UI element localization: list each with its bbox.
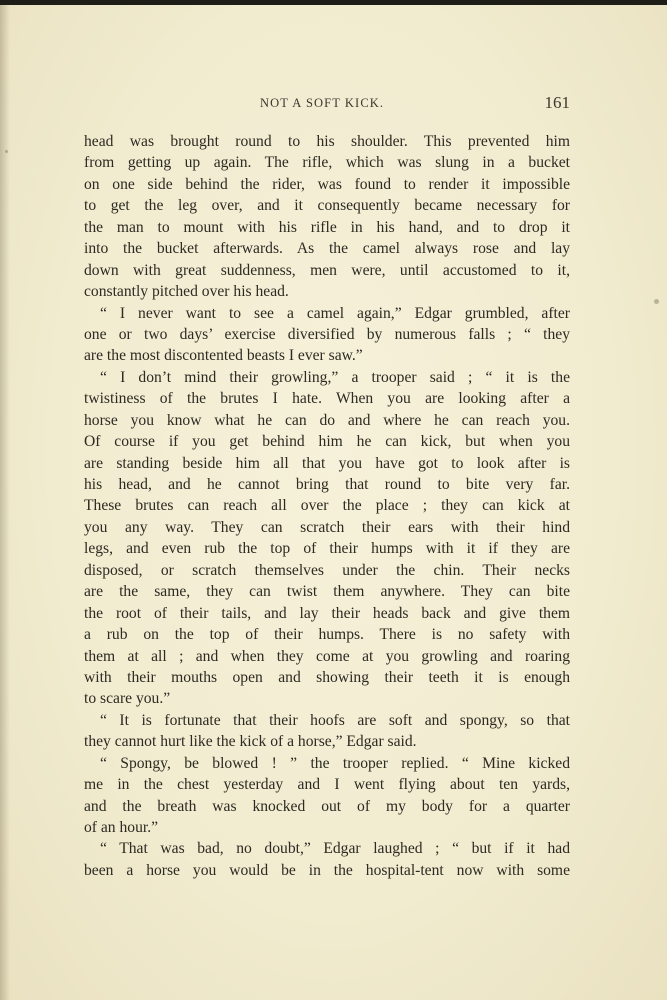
scan-top-edge — [0, 0, 667, 5]
text-line-3: on one side behind the rider, was found to render it impossible — [84, 175, 570, 193]
text-line-4: to get the leg over, and it consequently became necessary for — [84, 197, 570, 215]
text-line-23: the root of their tails, and lay their heads back and give them — [84, 604, 570, 622]
text-line-32: and the breath was knocked out of my body for a quarter — [84, 797, 570, 815]
text-line-7: down with great suddenness, men were, until accustomed to it, — [84, 261, 570, 279]
running-head — [84, 93, 570, 115]
text-line-16: are standing beside him all that you have got to look after is — [84, 454, 570, 472]
running-title: NOT A SOFT KICK. — [260, 96, 385, 110]
text-line-28: “ It is fortunate that their hoofs are soft and spongy, so that — [100, 711, 570, 729]
text-line-2: from getting up again. The rifle, which was slung in a bucket — [84, 154, 570, 172]
text-line-30: “ Spongy, be blowed ! ” the trooper replied. “ Mine kicked — [100, 754, 570, 772]
text-line-18: These brutes can reach all over the place ; they can kick at — [84, 497, 570, 515]
paper-speck — [5, 150, 8, 153]
text-line-27: to scare you.” — [84, 690, 171, 708]
paper-speck — [654, 299, 659, 304]
text-line-12: “ I don’t mind their growling,” a trooper said ; “ it is the — [100, 368, 570, 386]
text-line-8: constantly pitched over his head. — [84, 283, 289, 301]
text-line-14: horse you know what he can do and where he can reach you. — [84, 411, 570, 429]
text-line-22: are the same, they can twist them anywhere. They can bite — [84, 583, 570, 601]
text-line-5: the man to mount with his rifle in his hand, and to drop it — [84, 218, 570, 236]
gutter-shadow — [0, 5, 10, 1000]
page-number: 161 — [544, 93, 570, 112]
text-line-26: with their mouths open and showing their teeth it is enough — [84, 668, 570, 686]
text-line-1: head was brought round to his shoulder. This prevented him — [84, 133, 570, 150]
text-line-13: twistiness of the brutes I hate. When you are looking after a — [84, 390, 570, 408]
text-line-11: are the most discontented beasts I ever saw.” — [84, 347, 363, 365]
text-line-10: one or two days’ exercise diversified by numerous falls ; “ they — [84, 325, 570, 343]
text-line-33: of an hour.” — [84, 819, 159, 836]
body-text — [84, 131, 570, 881]
text-line-21: disposed, or scratch themselves under the chin. Their necks — [84, 561, 570, 579]
text-line-25: them at all ; and when they come at you growling and roaring — [84, 647, 570, 665]
text-line-19: you any way. They can scratch their ears with their hind — [84, 518, 570, 536]
text-line-24: a rub on the top of their humps. There is no safety with — [84, 626, 570, 644]
text-line-15: Of course if you get behind him he can kick, but when you — [84, 433, 570, 451]
text-line-20: legs, and even rub the top of their humps with it if they are — [84, 540, 570, 558]
text-line-31: me in the chest yesterday and I went flying about ten yards, — [84, 776, 570, 794]
text-line-17: his head, and he cannot bring that round to bite very far. — [84, 476, 570, 493]
text-line-35: been a horse you would be in the hospital-tent now with some — [84, 861, 570, 879]
text-line-29: they cannot hurt like the kick of a horse,” Edgar said. — [84, 733, 417, 751]
text-line-9: “ I never want to see a camel again,” Edgar grumbled, after — [100, 304, 570, 322]
text-line-6: into the bucket afterwards. As the camel always rose and lay — [84, 240, 570, 258]
text-line-34: “ That was bad, no doubt,” Edgar laughed ; “ but if it had — [100, 840, 570, 858]
